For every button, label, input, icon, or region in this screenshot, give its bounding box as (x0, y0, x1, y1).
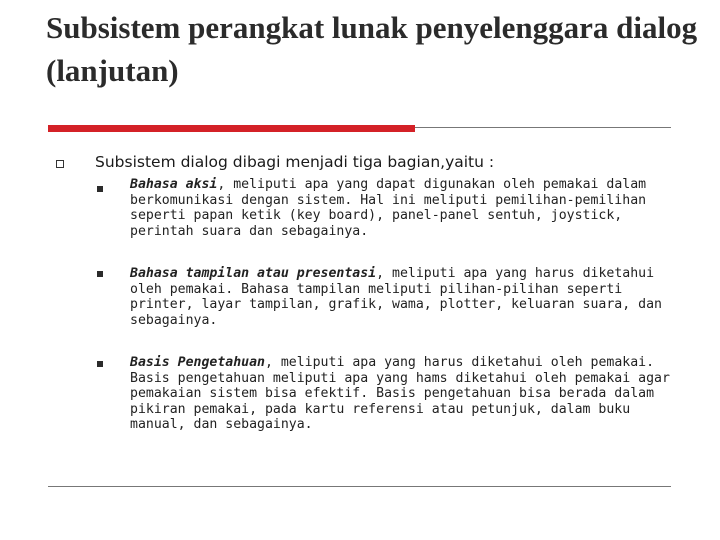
footer-divider (48, 486, 671, 487)
hollow-square-bullet-icon (56, 160, 64, 168)
sub-item-description: , meliputi apa yang dapat digunakan oleh pemakai dalam berkomunikasi dengan sistem. Hal ini meliputi pemilihan-pemilihan seperti papan ketik (key board), panel-panel sentuh, joystick, perintah suara dan sebagainya. (130, 177, 647, 239)
square-bullet-icon (97, 361, 103, 367)
sub-item-term: Bahasa aksi (130, 177, 218, 192)
sub-item-text (130, 177, 670, 239)
slide-title: Subsistem perangkat lunak penyelenggara dialog (lanjutan) (46, 10, 698, 88)
square-bullet-icon (97, 271, 103, 277)
sub-item-term: Basis Pengetahuan (130, 355, 265, 370)
title-accent-bar (48, 125, 415, 132)
sub-item-term: Bahasa tampilan atau presentasi (130, 266, 377, 281)
sub-item-text (130, 266, 670, 328)
sub-item-description: , meliputi apa yang harus diketahui oleh pemakai. Basis pengetahuan meliputi apa yang hams diketahui oleh pemakai agar pemakaian sistem bisa efektif. Basis pengetahuan bisa berada dalam pikiran pemakai, pada kartu referensi atau petunjuk, dalam buku manual, dan sebagainya. (130, 355, 670, 433)
sub-item-description: , meliputi apa yang harus diketahui oleh pemakai. Bahasa tampilan meliputi pilihan-pilihan seperti printer, layar tampilan, grafik, wama, plotter, keluaran suara, dan sebagainya. (130, 266, 662, 328)
square-bullet-icon (97, 186, 103, 192)
main-bullet-text: Subsistem dialog dibagi menjadi tiga bagian,yaitu : (95, 153, 495, 171)
sub-item-text (130, 355, 670, 433)
